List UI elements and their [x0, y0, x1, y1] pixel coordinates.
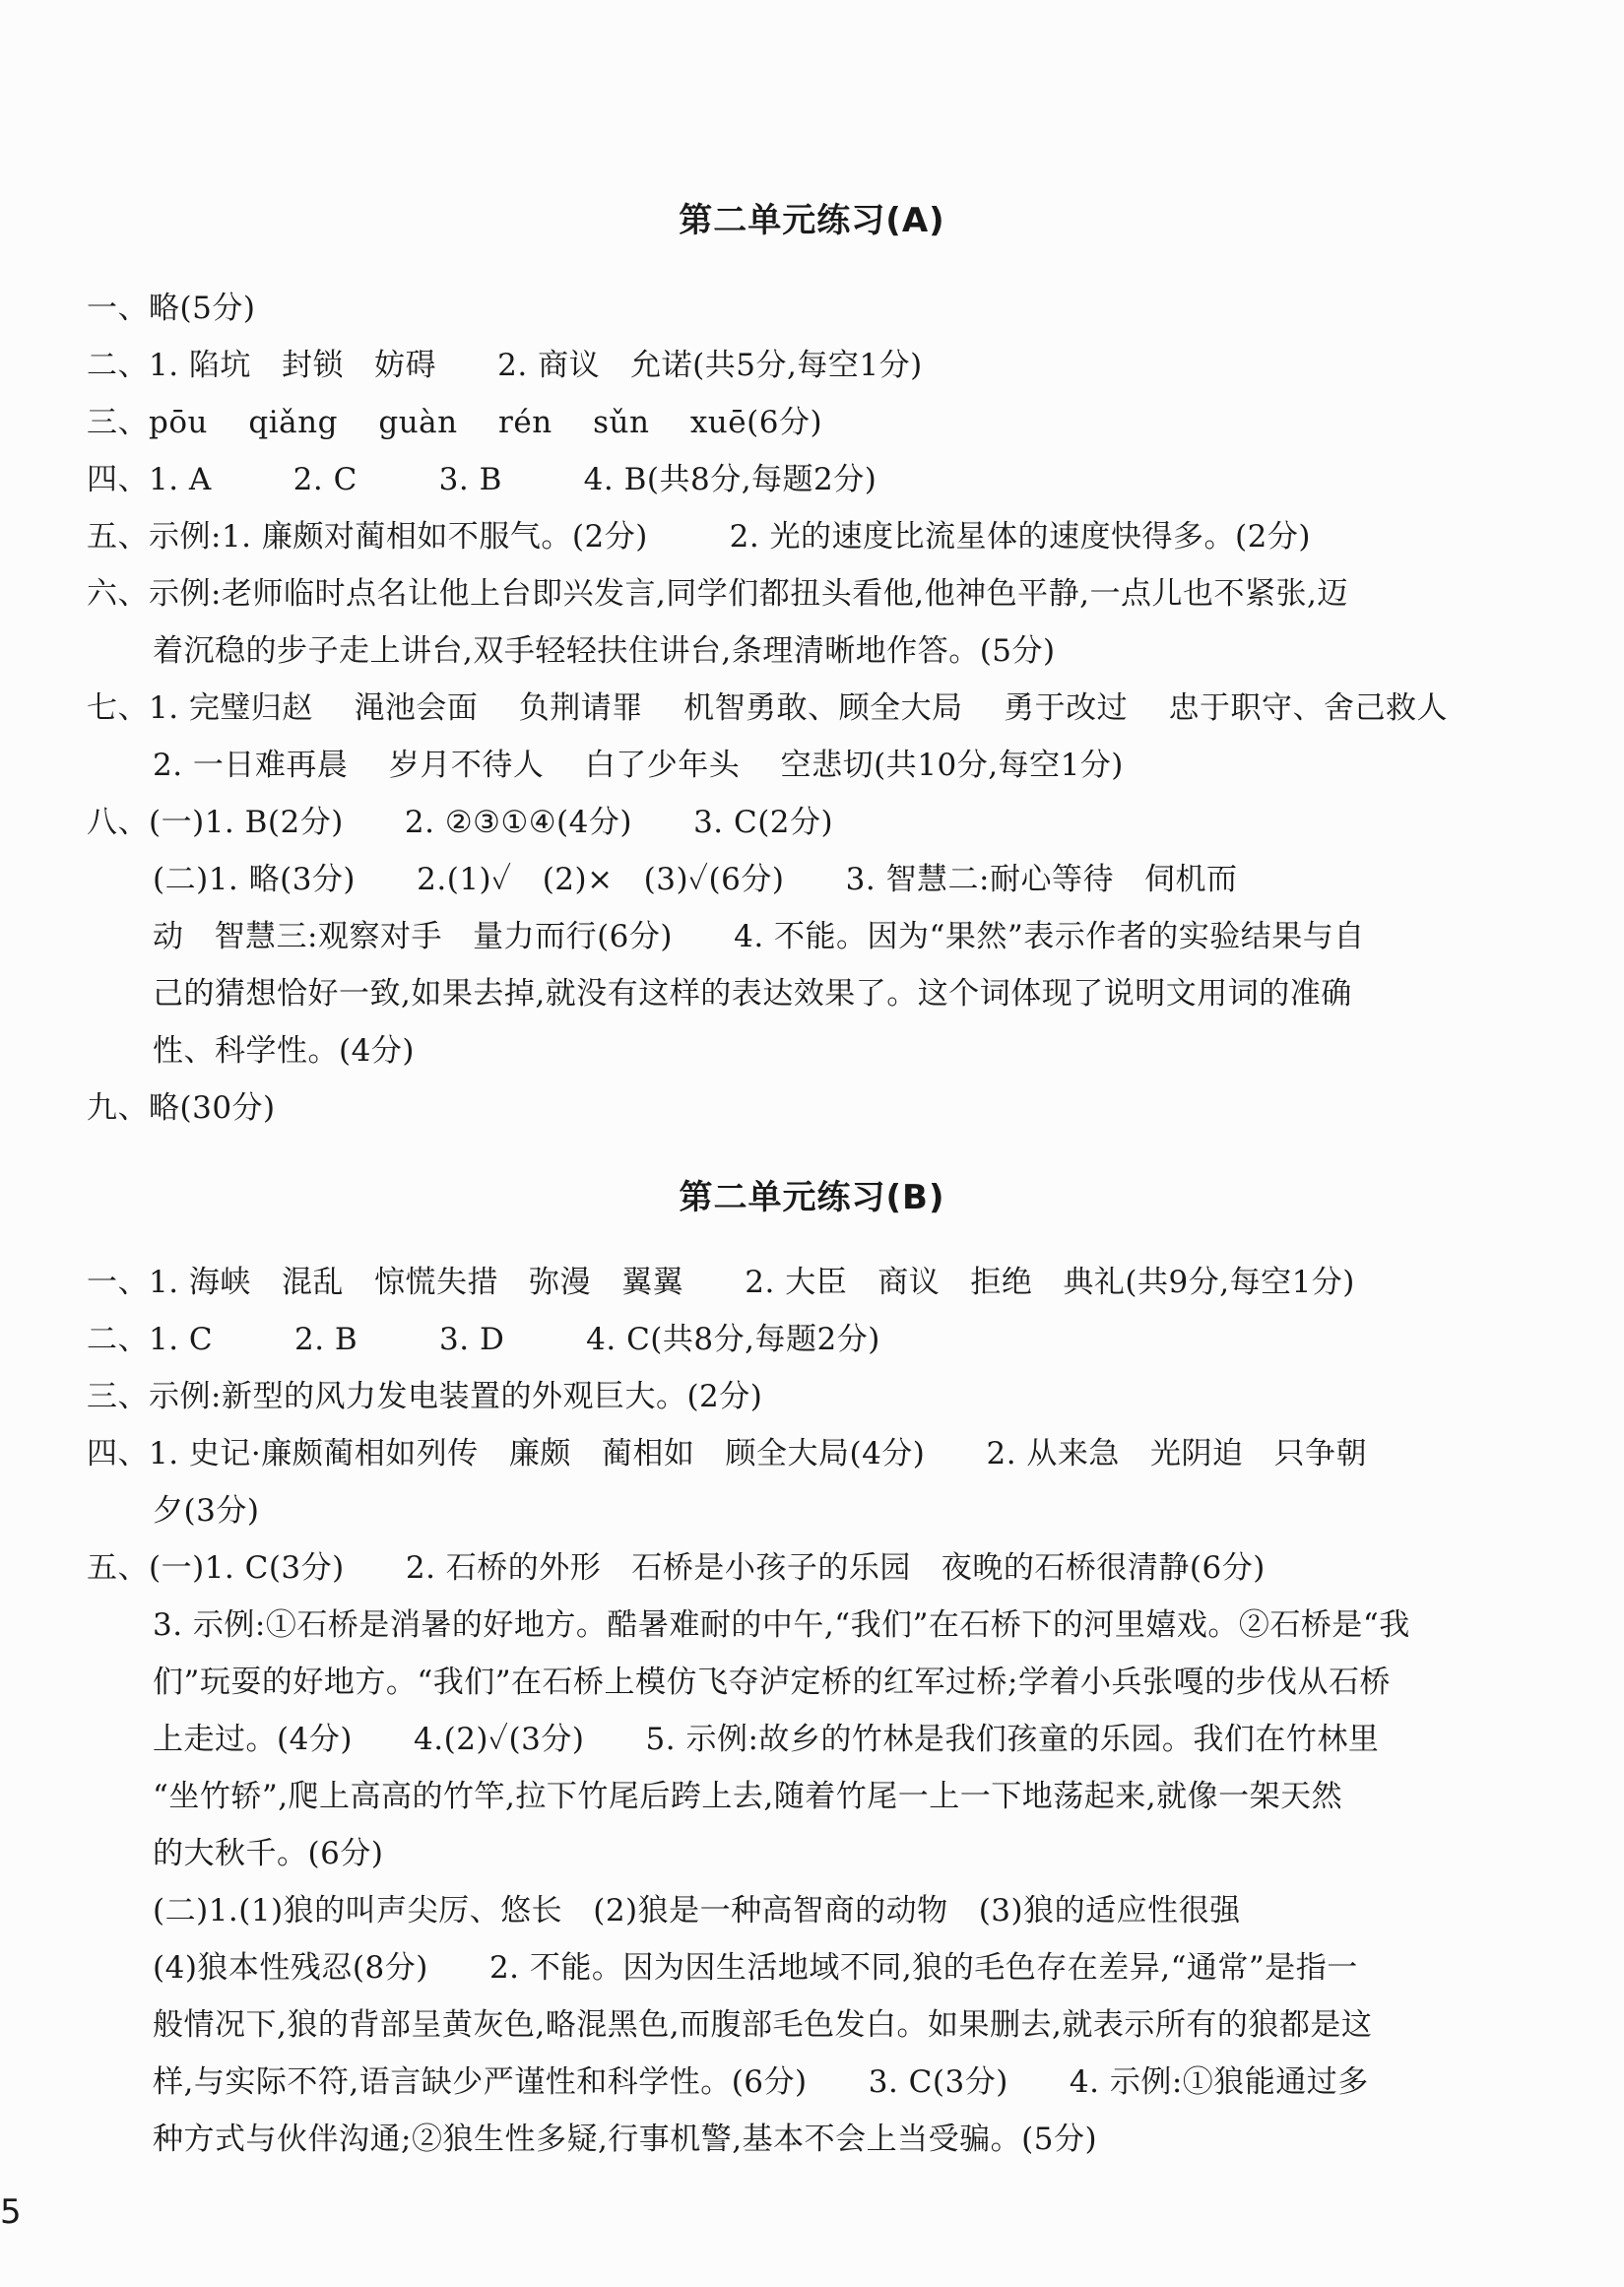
answer-line: 四、1. 史记·廉颇蔺相如列传 廉颇 蔺相如 顾全大局(4分) 2. 从来急 光阴迫 只争朝 — [87, 1436, 1368, 1471]
answer-line: 六、示例:老师临时点名让他上台即兴发言,同学们都扭头看他,他神色平静,一点儿也不紧张,迈 — [87, 576, 1348, 612]
answer-line: 九、略(30分) — [87, 1090, 276, 1126]
answer-line: 己的猜想恰好一致,如果去掉,就没有这样的表达效果了。这个词体现了说明文用词的准确 — [153, 976, 1352, 1012]
answer-line: (二)1.(1)狼的叫声尖厉、悠长 (2)狼是一种高智商的动物 (3)狼的适应性很强 — [153, 1893, 1241, 1928]
answer-line: 夕(3分) — [153, 1493, 260, 1529]
answer-line: 动 智慧三:观察对手 量力而行(6分) 4. 不能。因为“果然”表示作者的实验结果与自 — [153, 919, 1365, 954]
answer-line: 的大秋千。(6分) — [153, 1836, 384, 1871]
answer-line: 一、略(5分) — [87, 291, 256, 326]
answer-line: (二)1. 略(3分) 2.(1)✓ (2)× (3)✓(6分) 3. 智慧二:耐心等待 伺机而 — [153, 862, 1238, 897]
answer-line: 二、1. C 2. B 3. D 4. C(共8分,每题2分) — [87, 1322, 880, 1357]
answer-line: 种方式与伙伴沟通;②狼生性多疑,行事机警,基本不会上当受骗。(5分) — [153, 2122, 1098, 2157]
section-b-title: 第二单元练习(B) — [679, 1178, 945, 1217]
answer-line: (4)狼本性残忍(8分) 2. 不能。因为因生活地域不同,狼的毛色存在差异,“通常”是指一 — [153, 1950, 1358, 1986]
answer-line: 一、1. 海峡 混乱 惊慌失措 弥漫 翼翼 2. 大臣 商议 拒绝 典礼(共9分,每空1分) — [87, 1265, 1355, 1300]
answer-line: 般情况下,狼的背部呈黄灰色,略混黑色,而腹部毛色发白。如果删去,就表示所有的狼都是这 — [153, 2007, 1373, 2043]
page-number: 5 — [0, 2192, 22, 2232]
answer-line: 八、(一)1. B(2分) 2. ②③①④(4分) 3. C(2分) — [87, 805, 834, 840]
answer-line: 五、示例:1. 廉颇对蔺相如不服气。(2分) 2. 光的速度比流星体的速度快得多。(2分) — [87, 519, 1311, 555]
answer-line: 们”玩耍的好地方。“我们”在石桥上模仿飞夺泸定桥的红军过桥;学着小兵张嘎的步伐从石桥 — [153, 1665, 1391, 1700]
answer-line: 三、示例:新型的风力发电装置的外观巨大。(2分) — [87, 1379, 763, 1414]
answer-line: 样,与实际不符,语言缺少严谨性和科学性。(6分) 3. C(3分) 4. 示例:①狼能通过多 — [153, 2064, 1369, 2100]
answer-line: 四、1. A 2. C 3. B 4. B(共8分,每题2分) — [87, 462, 877, 497]
answer-line: 着沉稳的步子走上讲台,双手轻轻扶住讲台,条理清晰地作答。(5分) — [153, 633, 1056, 669]
answer-line: “坐竹轿”,爬上高高的竹竿,拉下竹尾后跨上去,随着竹尾一上一下地荡起来,就像一架天然 — [153, 1779, 1343, 1814]
answer-line: 3. 示例:①石桥是消暑的好地方。酷暑难耐的中午,“我们”在石桥下的河里嬉戏。②石桥是“我 — [153, 1607, 1410, 1643]
section-a-title: 第二单元练习(A) — [679, 201, 945, 240]
answer-line: 五、(一)1. C(3分) 2. 石桥的外形 石桥是小孩子的乐园 夜晚的石桥很清静(6分) — [87, 1550, 1266, 1586]
answer-line: 2. 一日难再晨 岁月不待人 白了少年头 空悲切(共10分,每空1分) — [153, 748, 1124, 783]
answer-line: 二、1. 陷坑 封锁 妨碍 2. 商议 允诺(共5分,每空1分) — [87, 348, 923, 383]
answer-line: 三、pōu qiǎng guàn rén sǔn xuē(6分) — [87, 405, 823, 440]
answer-line: 性、科学性。(4分) — [153, 1033, 415, 1069]
answer-line: 上走过。(4分) 4.(2)✓(3分) 5. 示例:故乡的竹林是我们孩童的乐园。我们在竹林里 — [153, 1722, 1380, 1757]
answer-line: 七、1. 完璧归赵 渑池会面 负荆请罪 机智勇敢、顾全大局 勇于改过 忠于职守、舍己救人 — [87, 690, 1449, 726]
